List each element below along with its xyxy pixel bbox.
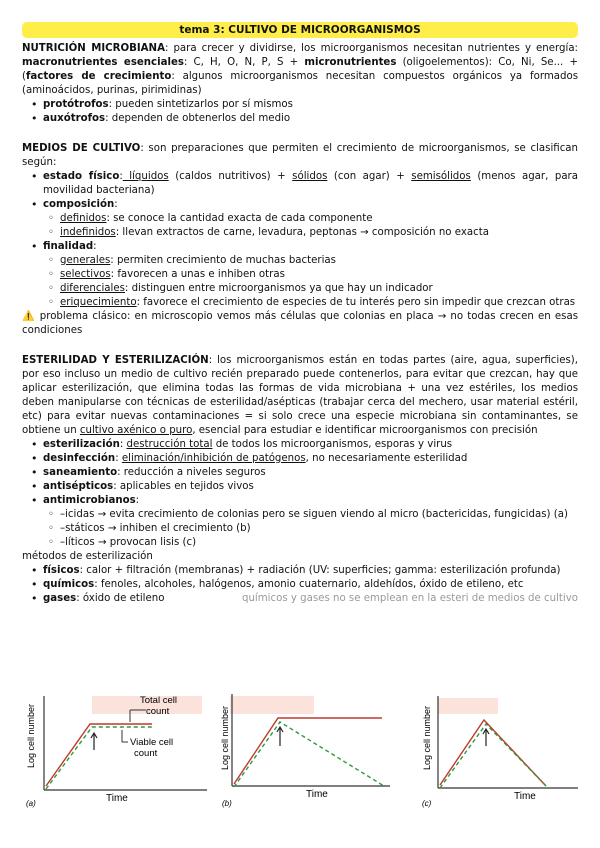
definition: : distinguen entre microorganismos ya que hay un indicador xyxy=(124,283,433,294)
definition: : óxido de etileno xyxy=(76,593,165,604)
sep: : xyxy=(117,467,124,478)
definition: de todos los microorganismos, esporas y virus xyxy=(212,439,453,450)
macro-label: macronutrientes esenciales xyxy=(22,57,184,68)
definition: : pueden sintetizarlos por sí mismos xyxy=(108,99,293,110)
warning-text: problema clásico: en microscopio vemos más células que colonias en placa → no todas crecen en esas condiciones xyxy=(22,311,578,336)
list-item xyxy=(22,452,578,466)
sep: : xyxy=(114,199,118,210)
nutricion-list xyxy=(22,98,578,126)
esterilidad-list xyxy=(22,438,578,550)
term: antisépticos xyxy=(43,481,114,492)
term: gases xyxy=(43,593,77,604)
antimicrobianos-list xyxy=(22,508,578,550)
definition: : llevan extractos de carne, levadura, peptonas → composición no exacta xyxy=(115,227,489,238)
finalidad-list xyxy=(22,254,578,310)
y-axis-label: Log cell number xyxy=(422,705,432,770)
y-axis-label: Log cell number xyxy=(220,705,230,770)
term: generales xyxy=(60,255,111,266)
esterilidad-intro-end: , esencial para estudiar e identificar microorganismos con precisión xyxy=(192,425,538,436)
shaded-region xyxy=(438,698,498,714)
panel-label: (b) xyxy=(222,799,232,808)
list-item xyxy=(22,564,578,578)
viable-label: Viable cell xyxy=(130,737,174,748)
list-item: ◦ –icidas → evita crecimiento de colonias pero se siguen viendo al micro (bactericidas, fungicidas) (a) xyxy=(22,508,578,522)
y-axis-label: Log cell number xyxy=(26,703,36,768)
definition: : calor + filtración (membranas) + radiación (UV: superficies; gamma: esterilización profunda) xyxy=(79,565,561,576)
factores-label: factores de crecimiento xyxy=(25,71,172,82)
term: esterilización xyxy=(43,439,120,450)
metodos-note: químicos y gases no se emplean en la esteri de medios de cultivo xyxy=(242,593,578,604)
sep: : xyxy=(119,171,123,182)
x-axis-label: Time xyxy=(514,791,536,802)
term: definidos xyxy=(60,213,107,224)
definition: : permiten crecimiento de muchas bacterias xyxy=(110,255,336,266)
list-item xyxy=(22,578,578,592)
cultivo-term: cultivo axénico o puro xyxy=(79,425,193,436)
definition: : se conoce la cantidad exacta de cada componente xyxy=(106,213,373,224)
sep: : xyxy=(119,439,127,450)
total-count-line xyxy=(440,720,546,786)
underlined-term: semisólidos xyxy=(411,171,471,182)
text: (con agar) + xyxy=(327,171,412,182)
chart-panel-c xyxy=(418,690,582,810)
list-item xyxy=(22,198,578,240)
micro-text: (oligoelementos): Co, Ni, Se... + ( xyxy=(22,57,578,82)
list-item xyxy=(22,170,578,198)
esterilidad-intro: : los microorganismos están en todas partes (aire, agua, superficies), por eso incluso un medio de cultivo recién preparado puede contenerlos, para evitar que crezcan, hay que aplicar esterilización, que elimina todas las formas de vida microbiana + una vez estériles, los medios deben manipularse con técnicas de esterilidad/asépticas (trabajar cerca del mechero, usar material estéril, etc) para evitar nuevas contaminaciones = si solo crece una especie microbiana sin contaminantes, se obtiene un xyxy=(22,355,578,436)
term: composición xyxy=(43,199,115,210)
definition: aplicables en tejidos vivos xyxy=(119,481,254,492)
section-medios xyxy=(22,142,578,338)
definition: : dependen de obtenerlos del medio xyxy=(105,113,291,124)
definition: : favorece el crecimiento de especies de tu interés pero sin impedir que crezcan otras xyxy=(136,297,576,308)
medios-list xyxy=(22,170,578,310)
term: estado físico xyxy=(43,171,120,182)
warning-icon: ⚠️ xyxy=(22,311,36,322)
addition-arrow-icon xyxy=(91,733,97,750)
term: físicos xyxy=(43,565,80,576)
viable-count-line xyxy=(440,724,548,788)
chart-panel-b xyxy=(220,690,395,810)
section-esterilidad xyxy=(22,354,578,606)
list-item xyxy=(22,494,578,550)
definition: reducción a niveles seguros xyxy=(123,467,266,478)
term: desinfección xyxy=(43,453,116,464)
term: auxótrofos xyxy=(43,113,106,124)
medios-paragraph xyxy=(22,142,578,170)
chart-panel-a xyxy=(22,690,212,810)
sep: : xyxy=(93,241,97,252)
page xyxy=(22,22,578,606)
term: indefinidos xyxy=(60,227,116,238)
term: finalidad xyxy=(43,241,94,252)
underlined-term: sólidos xyxy=(292,171,328,182)
nutricion-intro: : para crecer y dividirse, los microorganismos necesitan nutrientes y energía: xyxy=(164,43,578,54)
viable-count-line xyxy=(234,722,384,787)
page-title: tema 3: CULTIVO DE MICROORGANISMOS xyxy=(22,22,578,38)
term: selectivos xyxy=(60,269,111,280)
list-item xyxy=(22,98,578,112)
list-item xyxy=(22,592,578,606)
definition: : favorecen a unas e inhiben otras xyxy=(110,269,285,280)
nutricion-paragraph xyxy=(22,42,578,98)
section-nutricion xyxy=(22,42,578,126)
warning-note xyxy=(22,310,578,338)
medios-heading: MEDIOS DE CULTIVO xyxy=(22,143,141,154)
finalidad-item-text xyxy=(60,296,578,310)
sep: : xyxy=(135,495,140,506)
sep: : xyxy=(113,481,120,492)
metodos-list xyxy=(22,564,578,606)
underlined-term: destrucción total xyxy=(126,439,213,450)
total-label: Total cell xyxy=(140,695,177,706)
list-item xyxy=(22,254,578,268)
term: eriquecimiento xyxy=(60,297,137,308)
esterilidad-heading: ESTERILIDAD Y ESTERILIZACIÓN xyxy=(22,355,209,366)
list-item xyxy=(22,466,578,480)
term: químicos xyxy=(43,579,95,590)
term: antimicrobianos xyxy=(43,495,136,506)
x-axis-label: Time xyxy=(106,793,128,804)
addition-arrow-icon xyxy=(483,729,489,746)
nutricion-heading: NUTRICIÓN MICROBIANA xyxy=(22,43,165,54)
viable-label: count xyxy=(134,748,158,759)
list-item xyxy=(22,212,578,226)
list-item xyxy=(22,268,578,282)
micro-label: micronutrientes xyxy=(304,57,397,68)
total-label: count xyxy=(146,706,170,717)
esterilidad-paragraph xyxy=(22,354,578,438)
panel-label: (a) xyxy=(26,799,36,808)
macro-text: : C, H, O, N, P, S + xyxy=(183,57,305,68)
list-item xyxy=(22,226,578,240)
text: (menos agar, para movilidad bacteriana) xyxy=(43,171,578,196)
definition: : fenoles, alcoholes, halógenos, amonio cuaternario, aldehídos, óxido de etileno, etc xyxy=(94,579,524,590)
growth-curves-figure xyxy=(22,690,582,810)
addition-arrow-icon xyxy=(277,727,283,746)
list-item xyxy=(22,480,578,494)
definition: , no necesariamente esterilidad xyxy=(305,453,468,464)
underlined-term: líquidos xyxy=(122,171,169,182)
shaded-region xyxy=(230,696,314,714)
list-item: ◦ –líticos → provocan lisis (c) xyxy=(22,536,578,550)
x-axis-label: Time xyxy=(306,789,328,800)
list-item xyxy=(22,240,578,310)
total-count-line xyxy=(234,718,382,784)
panel-label: (c) xyxy=(422,799,432,808)
list-item xyxy=(22,438,578,452)
term: protótrofos xyxy=(43,99,109,110)
underlined-term: eliminación/inhibición de patógenos xyxy=(121,453,306,464)
fisico-line xyxy=(43,170,578,198)
metodos-heading: métodos de esterilización xyxy=(22,551,153,562)
composicion-list xyxy=(22,212,578,240)
list-item xyxy=(22,112,578,126)
factores-text: : algunos microorganismos necesitan compuestos orgánicos ya formados (aminoácidos, purinas, pirimidinas) xyxy=(22,71,579,96)
list-item xyxy=(22,282,578,296)
list-item: ◦ –státicos → inhiben el crecimiento (b) xyxy=(22,522,578,536)
term: saneamiento xyxy=(43,467,118,478)
list-item xyxy=(22,296,578,310)
sep: : xyxy=(115,453,122,464)
term: diferenciales xyxy=(60,283,125,294)
medios-intro: : son preparaciones que permiten el crecimiento de microorganismos, se clasifican según: xyxy=(22,143,578,168)
text: (caldos nutritivos) + xyxy=(168,171,293,182)
